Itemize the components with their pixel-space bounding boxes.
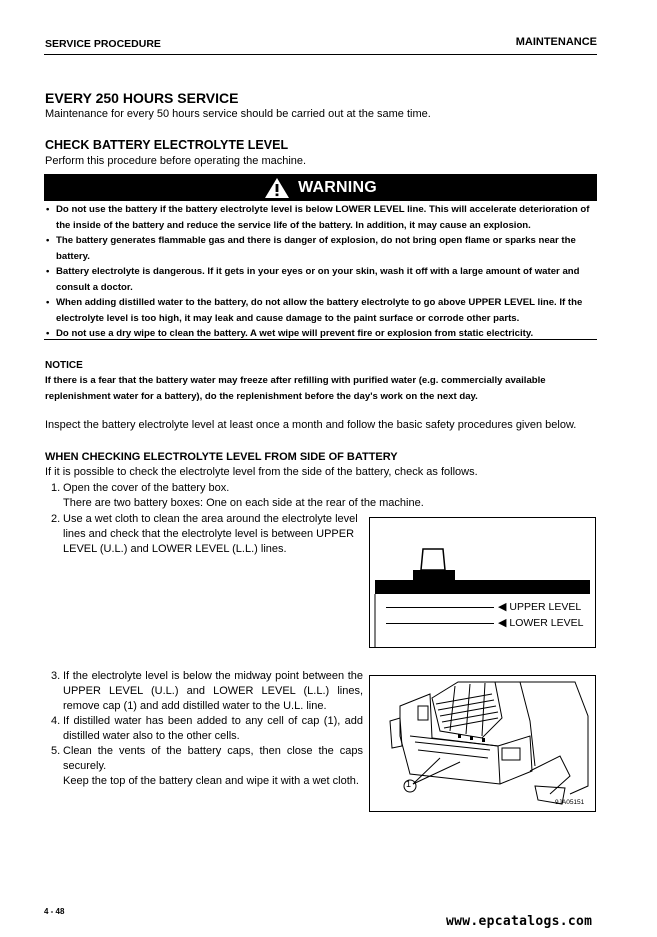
section-title: EVERY 250 HOURS SERVICE xyxy=(45,90,239,106)
notice-text: If there is a fear that the battery water may freeze after refilling with purified water (e.g. commercially available replenishment water for a battery), do the replenishment before the day's work on the next day. xyxy=(45,375,546,402)
step-number: 4. xyxy=(51,715,61,727)
section-intro: Maintenance for every 50 hours service should be carried out at the same time. xyxy=(45,108,431,120)
notice-title: NOTICE xyxy=(45,360,83,371)
warning-banner xyxy=(44,174,597,201)
step-text: If the electrolyte level is below the midway point between the UPPER LEVEL (U.L.) and LOWER LEVEL (L.L.) lines, remove cap (1) and add distilled water to the U.L. line. xyxy=(63,670,363,712)
warning-item: • The battery generates flammable gas and there is danger of explosion, do not bring open flame or sparks near the battery. xyxy=(46,235,576,262)
callout-number: 1 xyxy=(406,779,412,789)
lower-level-line xyxy=(386,623,494,624)
lower-level-label: LOWER LEVEL xyxy=(509,616,584,629)
warning-item: • Do not use a dry wipe to clean the battery. A wet wipe will prevent fire or explosion from static electricity. xyxy=(46,328,534,339)
warning-item: • When adding distilled water to the battery, do not allow the battery electrolyte to go above UPPER LEVEL line. If the electrolyte level is too high, it may leak and cause damage to the paint surface or corrode other parts. xyxy=(46,297,583,324)
step-5 xyxy=(45,744,363,789)
step-number: 2. xyxy=(51,513,61,525)
electrolyte-level-figure xyxy=(369,517,596,648)
step-text: Use a wet cloth to clean the area around the electrolyte level lines and check that the electrolyte level is between UPPER LEVEL (U.L.) and LOWER LEVEL (L.L.) lines. xyxy=(63,513,358,555)
subsection-intro: Perform this procedure before operating the machine. xyxy=(45,155,307,167)
battery-box-figure xyxy=(369,675,596,812)
warning-list-container xyxy=(44,202,597,342)
figure-code: 9JA05151 xyxy=(555,799,585,806)
step-3 xyxy=(45,669,363,714)
upper-level-marker xyxy=(498,600,581,613)
header-right: MAINTENANCE xyxy=(515,36,597,48)
step-4 xyxy=(45,714,363,744)
arrow-left-icon: ◀ xyxy=(498,601,507,613)
header-left: SERVICE PROCEDURE xyxy=(45,38,161,50)
warning-item: • Battery electrolyte is dangerous. If it gets in your eyes or on your skin, wash it off with a large amount of water and consult a doctor. xyxy=(46,266,580,293)
upper-level-label: UPPER LEVEL xyxy=(509,600,582,613)
side-check-intro: If it is possible to check the electrolyte level from the side of the battery, check as follows. xyxy=(45,466,478,478)
warning-bottom-rule xyxy=(44,339,597,340)
step-1 xyxy=(45,481,445,511)
steps-3-5 xyxy=(45,669,363,789)
step-text: Clean the vents of the battery caps, then close the caps securely. xyxy=(63,745,363,772)
website-watermark: www.epcatalogs.com xyxy=(446,914,593,929)
header-rule xyxy=(44,54,597,55)
step-extra: Keep the top of the battery clean and wipe it with a wet cloth. xyxy=(63,775,359,787)
inspect-text: Inspect the battery electrolyte level at least once a month and follow the basic safety procedures given below. xyxy=(45,419,577,431)
upper-level-line xyxy=(386,607,494,608)
warning-title: WARNING xyxy=(298,178,377,196)
step-number: 5. xyxy=(51,745,61,757)
step-text: Open the cover of the battery box. xyxy=(63,482,230,494)
step-number: 3. xyxy=(51,670,61,682)
warning-item: • Do not use the battery if the battery electrolyte level is below LOWER LEVEL line. This will accelerate deterioration of the inside of the battery and reduce the service life of the battery. In addition, it may cause an explosion. xyxy=(46,204,590,231)
arrow-left-icon: ◀ xyxy=(498,617,507,629)
subsection-title: CHECK BATTERY ELECTROLYTE LEVEL xyxy=(45,138,289,152)
step-extra: There are two battery boxes: One on each side at the rear of the machine. xyxy=(63,497,424,509)
lower-level-marker xyxy=(498,616,584,629)
page-number: 4 - 48 xyxy=(44,907,65,916)
step-text: If distilled water has been added to any cell of cap (1), add distilled water also to the other cells. xyxy=(63,715,363,742)
battery-box-illustration xyxy=(370,676,595,811)
step-number: 1. xyxy=(51,482,61,494)
warning-triangle-icon xyxy=(264,177,290,199)
side-check-title: WHEN CHECKING ELECTROLYTE LEVEL FROM SIDE OF BATTERY xyxy=(45,451,398,463)
step-2 xyxy=(45,512,365,557)
